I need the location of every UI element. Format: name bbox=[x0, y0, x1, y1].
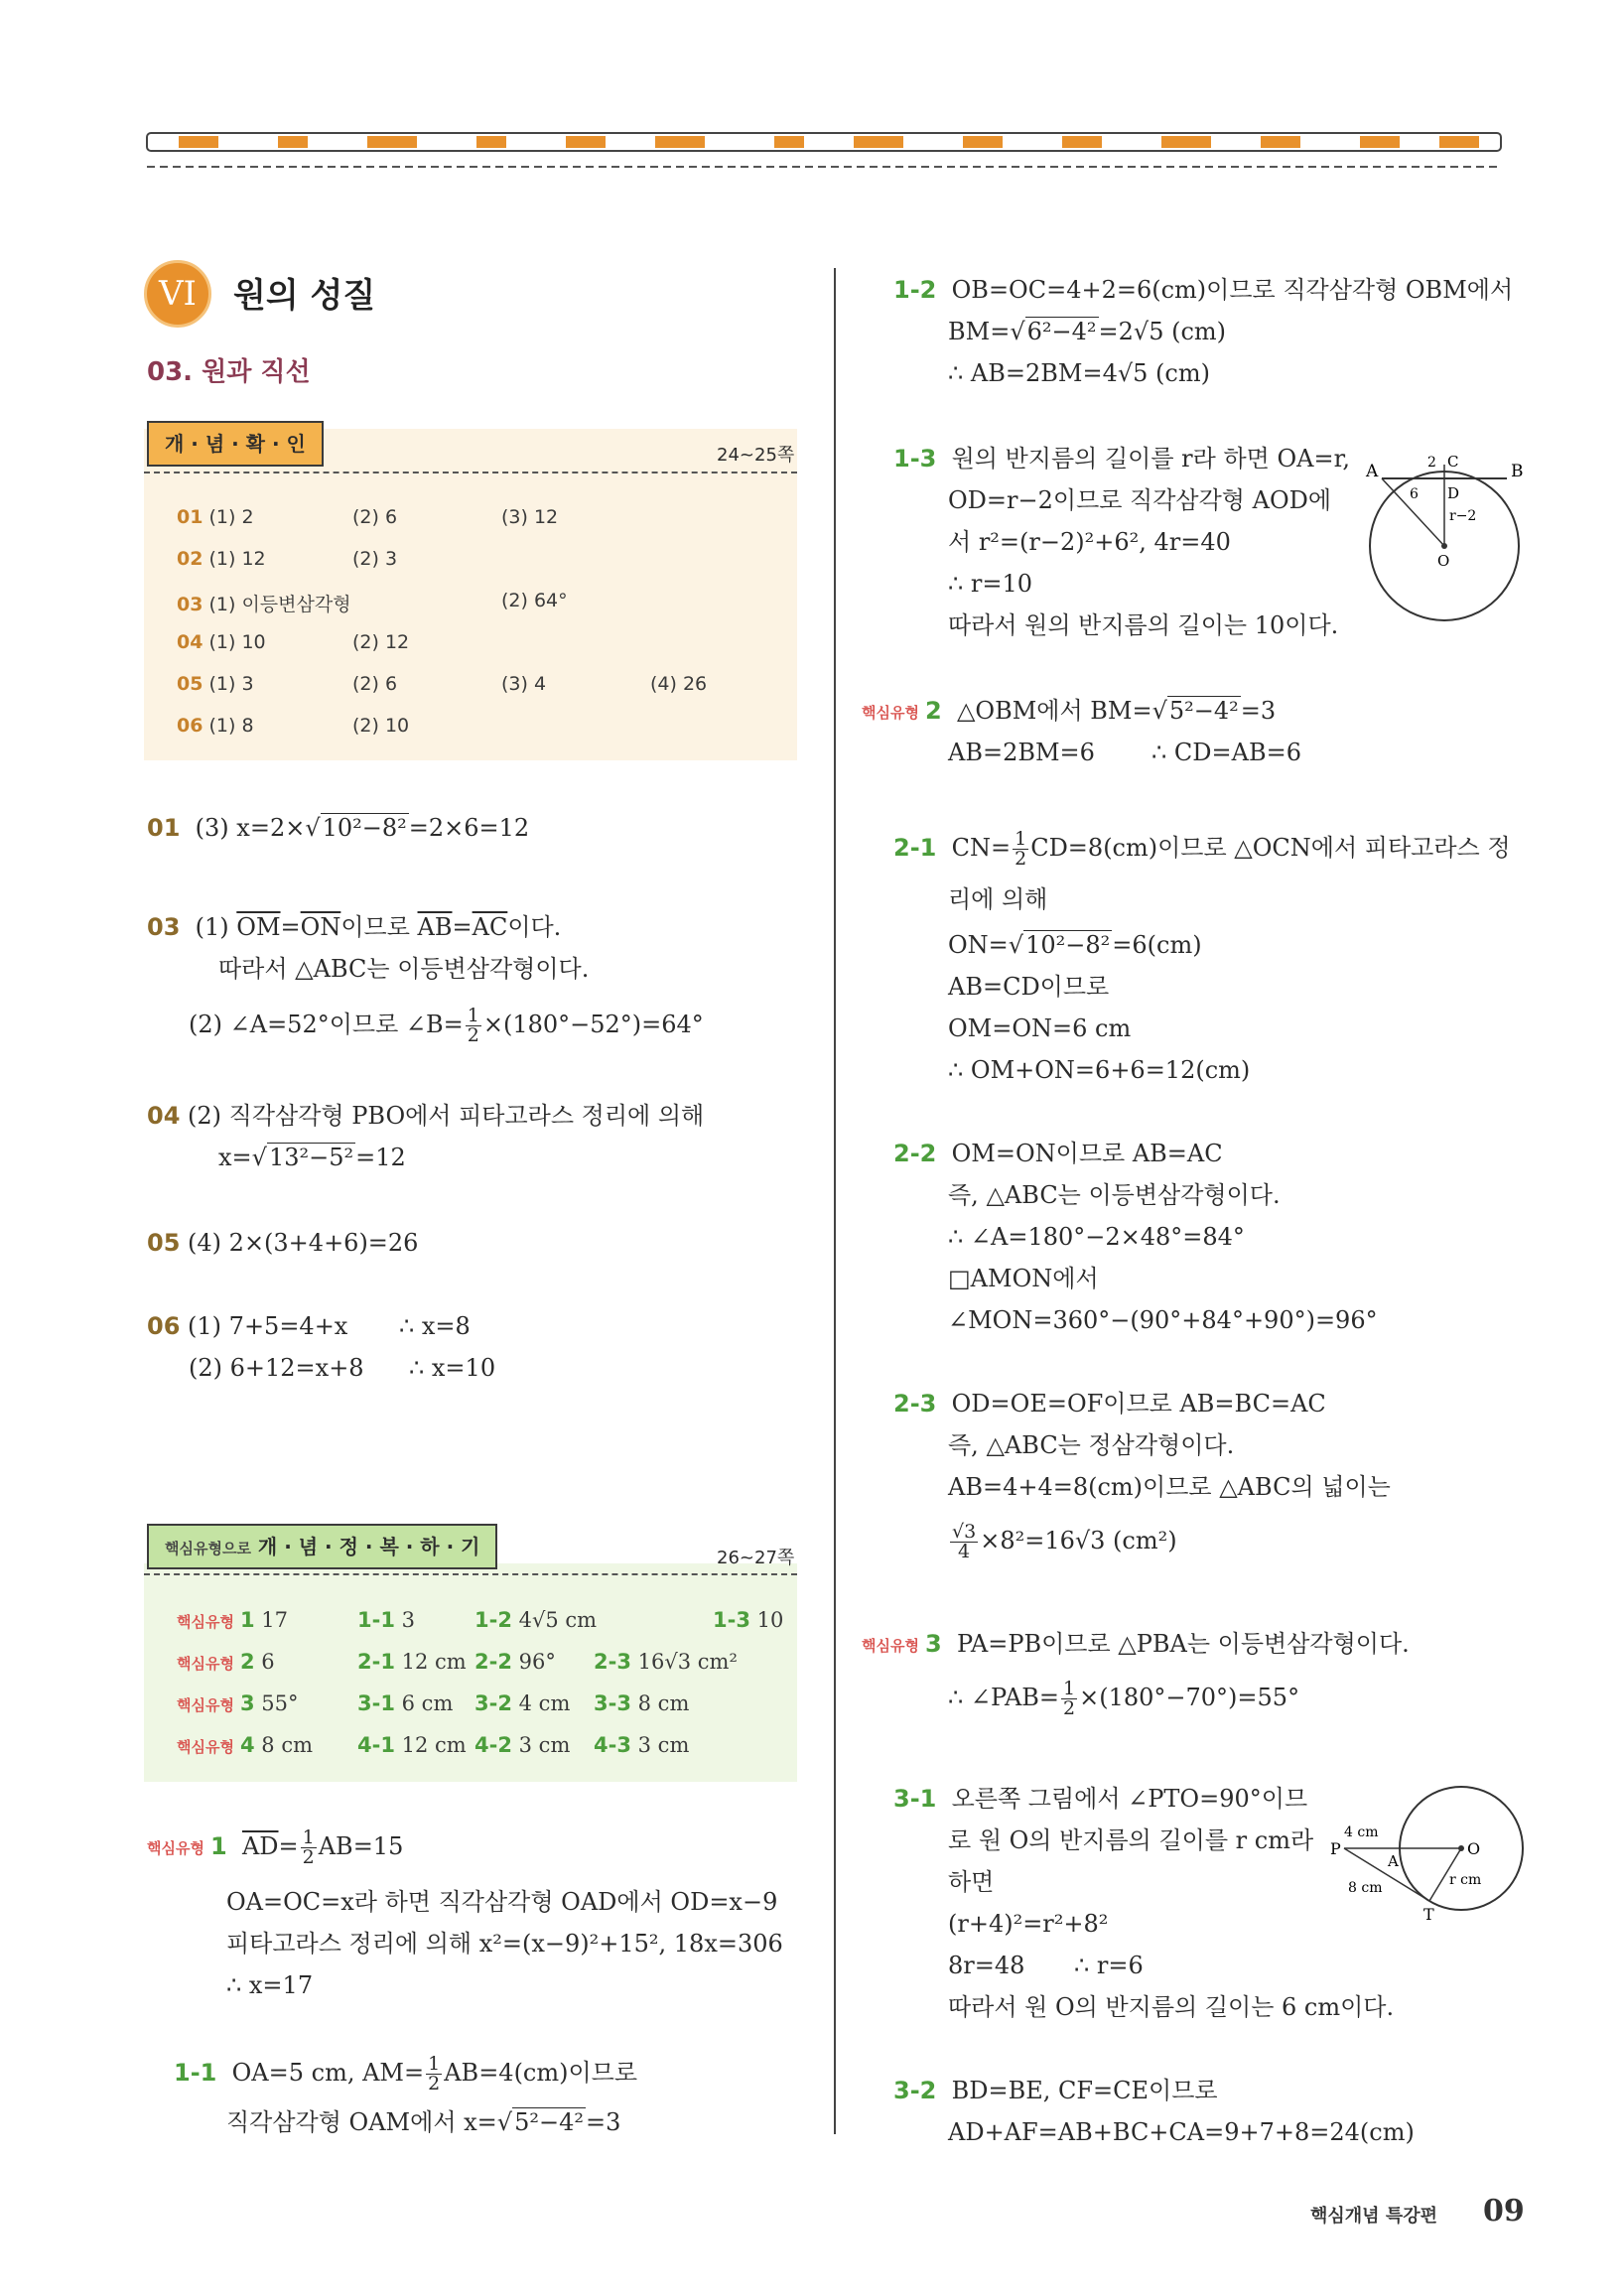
core-type-review-title: 핵심유형으로 개 · 념 · 정 · 복 · 하 · 기 bbox=[147, 1524, 497, 1569]
dashed-divider-2 bbox=[144, 1573, 797, 1575]
column-divider bbox=[834, 268, 836, 2134]
core-type-review-pages: 26~27쪽 bbox=[717, 1548, 795, 1568]
footer-book-title: 핵심개념 특강편 bbox=[1310, 2206, 1437, 2227]
figure-1-3 bbox=[1360, 447, 1529, 625]
label-D: D bbox=[1447, 484, 1460, 502]
label-2: 2 bbox=[1427, 455, 1436, 471]
label-rcm: r cm bbox=[1449, 1872, 1482, 1888]
section-title: 03. 원과 직선 bbox=[147, 357, 311, 387]
label-O: O bbox=[1437, 552, 1450, 570]
top-ribbon bbox=[139, 129, 1509, 175]
label-A: A bbox=[1388, 1852, 1399, 1870]
page-number: 09 bbox=[1483, 2194, 1525, 2228]
label-r-2: r−2 bbox=[1449, 508, 1477, 524]
label-8cm: 8 cm bbox=[1348, 1880, 1383, 1896]
label-6: 6 bbox=[1410, 486, 1419, 502]
figure-3-1 bbox=[1320, 1777, 1529, 1926]
concept-check-pages: 24~25쪽 bbox=[717, 445, 795, 466]
chapter-numeral: VI bbox=[159, 274, 197, 314]
label-C: C bbox=[1447, 453, 1459, 471]
chapter-title: 원의 성질 bbox=[233, 276, 376, 316]
solution-05: 05 (4) 2×(3+4+6)=26 bbox=[147, 1229, 419, 1257]
dashed-divider bbox=[144, 472, 797, 473]
solution-01: 01 (3) x=2×√10²−8²=2×6=12 bbox=[147, 814, 530, 842]
label-O: O bbox=[1467, 1839, 1481, 1858]
label-A: A bbox=[1366, 462, 1379, 481]
label-4cm: 4 cm bbox=[1344, 1824, 1379, 1840]
concept-check-title: 개 · 념 · 확 · 인 bbox=[147, 421, 324, 467]
label-P: P bbox=[1330, 1839, 1341, 1858]
label-T: T bbox=[1423, 1905, 1434, 1924]
chapter-badge bbox=[144, 260, 211, 328]
label-B: B bbox=[1511, 462, 1524, 481]
